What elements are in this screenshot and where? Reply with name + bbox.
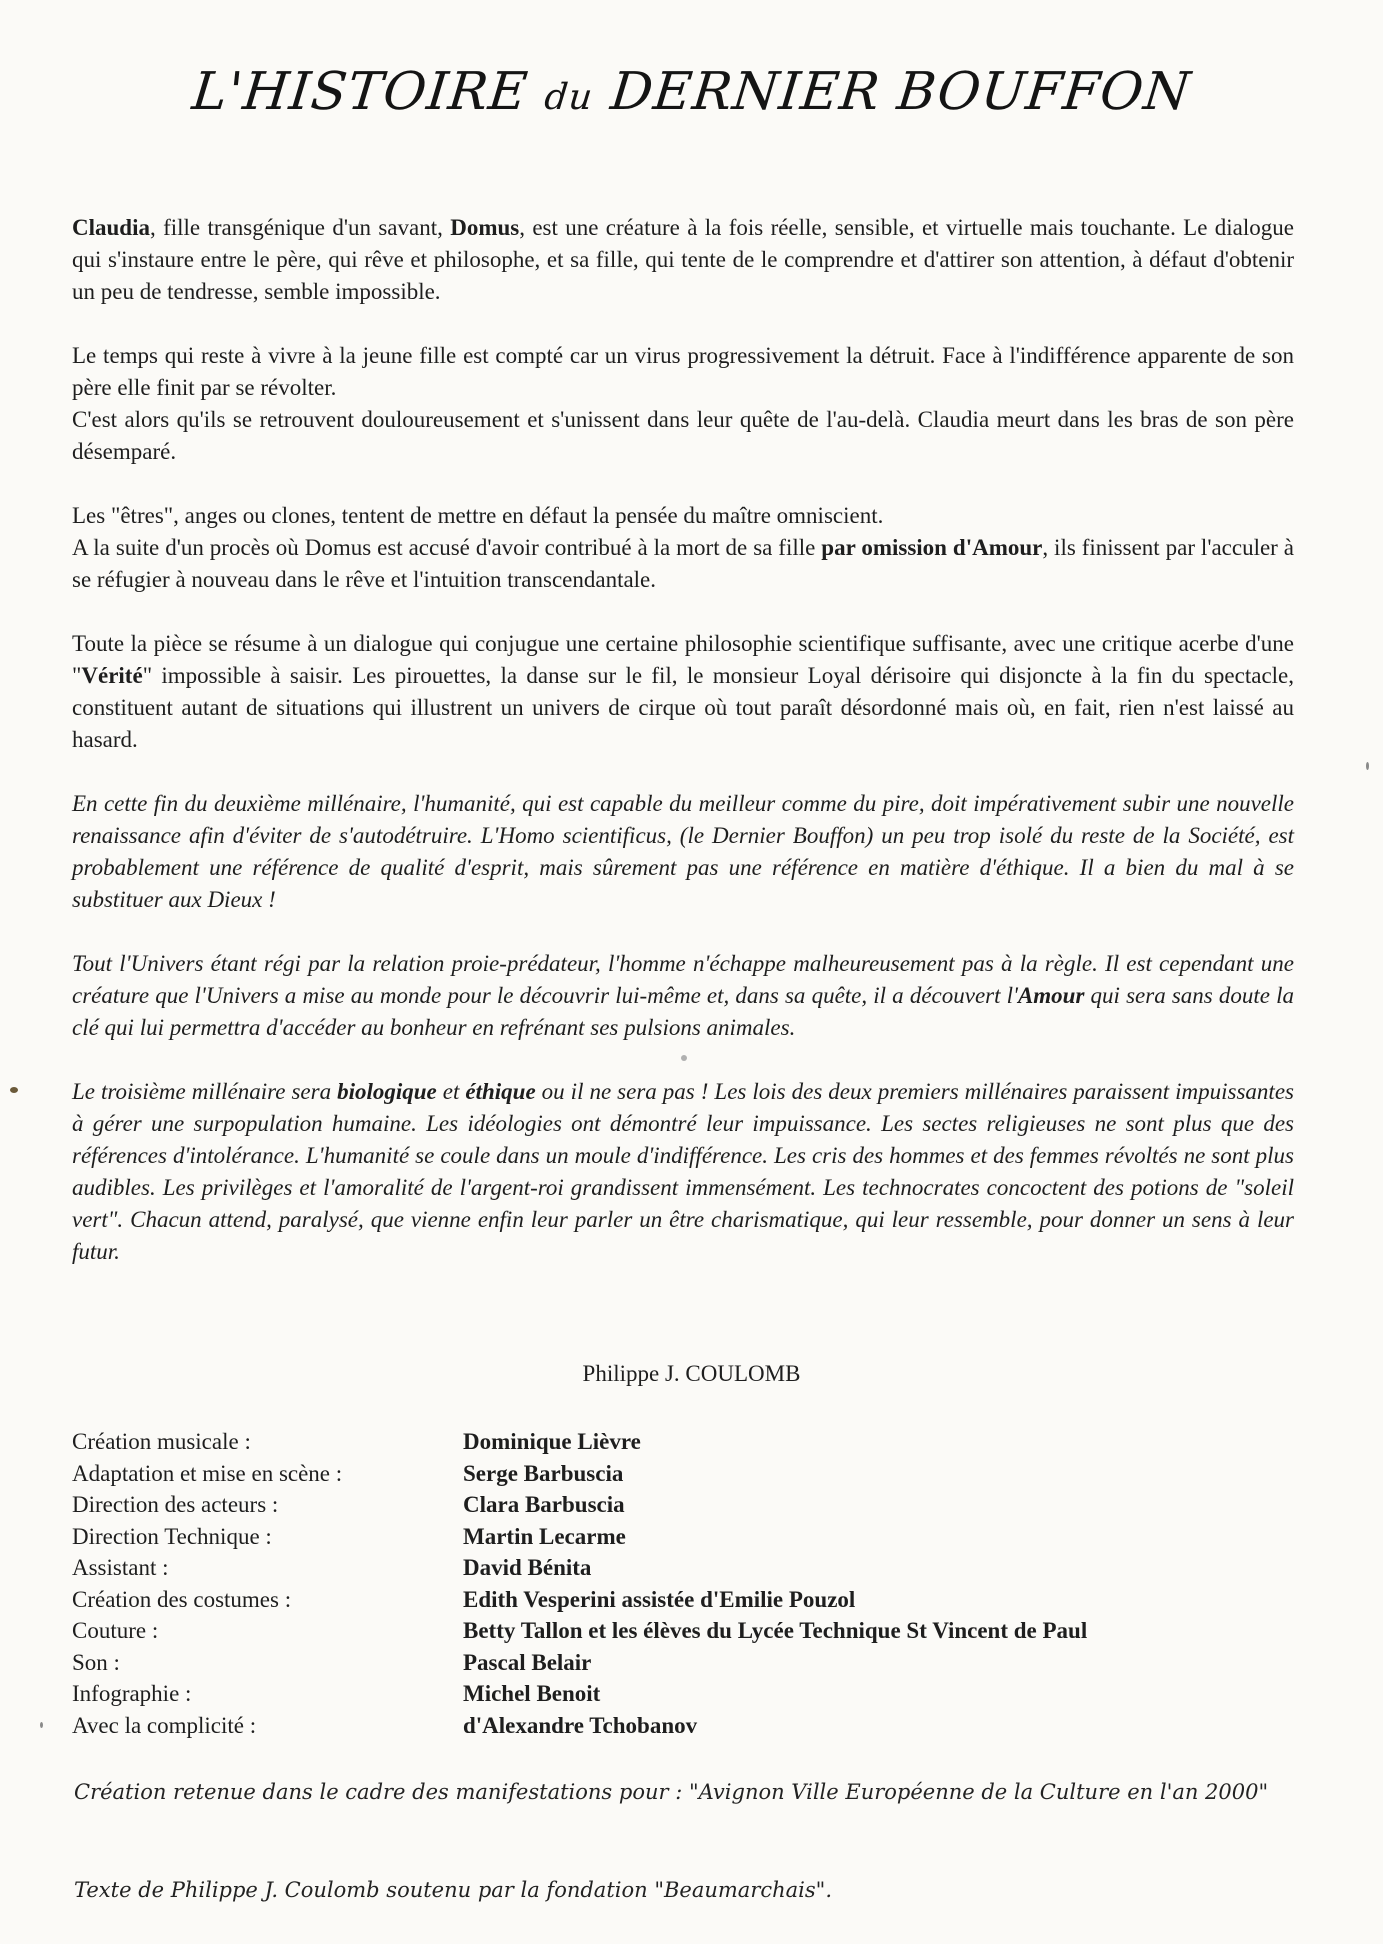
paragraph-text: et <box>436 1079 466 1104</box>
credit-role: Création des costumes : <box>72 1586 292 1612</box>
credit-row <box>72 1552 1302 1584</box>
credit-name: Pascal Belair <box>463 1649 592 1675</box>
paragraph-text: Toute la pièce se résume à un dialogue qui conjugue une certaine philosophie scientifique suffisante, avec une critique acerbe d'une " <box>72 631 1294 688</box>
scan-speck <box>40 1722 43 1728</box>
credit-name: Michel Benoit <box>463 1681 601 1706</box>
credit-row <box>72 1489 1302 1521</box>
credit-row <box>72 1647 1302 1679</box>
paragraph-text: , est une créature à la fois réelle, sensible, et virtuelle mais touchante. Le dialogue qui s'instaure entre le père, qui rêve et philosophe, et sa fille, qui tente de le comprendre et d'attirer son attention, à défaut d'obtenir un peu de tendresse, semble impossible. <box>72 215 1294 304</box>
author-signature: Philippe J. COULOMB <box>582 1361 801 1386</box>
credit-row <box>72 1458 1302 1490</box>
emphasis-text: Amour <box>1017 983 1085 1008</box>
paragraph-text: " impossible à saisir. Les pirouettes, la danse sur le fil, le monsieur Loyal dérisoire qui disjoncte à la fin du spectacle, constituent autant de situations qui illustrent un univers de cirque où tout paraît désordonné mais où, en fait, rien n'est laissé au hasard. <box>72 663 1294 752</box>
emphasis-text: Claudia <box>72 215 150 240</box>
paragraph-text: Le temps qui reste à vivre à la jeune fille est compté car un virus progressivement la détruit. Face à l'indifférence apparente de son père elle finit par se révolter. <box>72 343 1294 400</box>
paragraph-text: Le troisième millénaire sera <box>72 1079 338 1104</box>
credit-name: Edith Vesperini assistée d'Emilie Pouzol <box>463 1586 856 1612</box>
body-paragraph <box>72 1076 1294 1268</box>
credit-role: Infographie : <box>72 1681 192 1706</box>
credit-name: Martin Lecarme <box>463 1523 626 1549</box>
credit-row <box>72 1710 1302 1742</box>
scan-speck <box>1366 762 1369 770</box>
paragraph-text: qui sera sans doute la clé qui lui permettra d'accéder au bonheur en refrénant ses pulsions animales. <box>72 983 1294 1040</box>
credit-role: Direction Technique : <box>72 1523 272 1549</box>
body-paragraph <box>72 948 1294 1044</box>
paragraph-text: , ils finissent par l'acculer à se réfugier à nouveau dans le rêve et l'intuition transcendantale. <box>72 535 1294 592</box>
credit-role: Avec la complicité : <box>72 1712 257 1738</box>
credit-name: Serge Barbuscia <box>463 1460 624 1486</box>
credit-name: Dominique Lièvre <box>463 1429 641 1454</box>
emphasis-text: Domus <box>450 215 520 240</box>
credit-role: Adaptation et mise en scène : <box>72 1460 343 1486</box>
title-rest: DERNIER BOUFFON <box>607 62 1194 122</box>
body-paragraph <box>72 340 1294 468</box>
credit-role: Couture : <box>72 1618 159 1643</box>
sponsor-note: Texte de Philippe J. Coulomb soutenu par la fondation "Beaumarchais". <box>74 1878 832 1902</box>
emphasis-text: biologique <box>337 1079 437 1104</box>
emphasis-text: éthique <box>465 1079 536 1104</box>
credit-row <box>72 1426 1302 1458</box>
credit-role: Création musicale : <box>72 1429 251 1454</box>
title-main: L'HISTOIRE <box>189 62 531 122</box>
credit-name: Betty Tallon et les élèves du Lycée Technique St Vincent de Paul <box>463 1618 1088 1643</box>
credit-name: Clara Barbuscia <box>463 1492 625 1517</box>
synopsis-body <box>72 212 1294 1300</box>
paragraph-text: ou il ne sera pas ! Les lois des deux premiers millénaires paraissent impuissantes à gérer une surpopulation humaine. Les idéologies ont démontré leur impuissance. Les sectes religieuses ne sont plus que des références d'intolérance. L'humanité se coule dans un moule d'indifférence. Les cris des hommes et des femmes révoltés ne sont plus audibles. Les privilèges et l'amoralité de l'argent-roi grandissent immensément. Les technocrates concoctent des potions de "soleil vert". Chacun attend, paralysé, que vienne enfin leur parler un être charismatique, qui leur ressemble, pour donner un sens à leur futur. <box>72 1079 1294 1264</box>
body-paragraph <box>72 788 1294 916</box>
paragraph-text: A la suite d'un procès où Domus est accusé d'avoir contribué à la mort de sa fille <box>72 535 822 560</box>
body-paragraph <box>72 628 1294 756</box>
paragraph-text: En cette fin du deuxième millénaire, l'humanité, qui est capable du meilleur comme du pire, doit impérativement subir une nouvelle renaissance afin d'éviter de s'autodétruire. L'Homo scientificus, (le Dernier Bouffon) un peu trop isolé du reste de la Société, est probablement une référence de qualité d'esprit, mais sûrement pas une référence en matière d'éthique. Il a bien du mal à se substituer aux Dieux ! <box>72 791 1294 912</box>
page-title <box>0 62 1383 122</box>
scan-speck <box>10 1087 18 1093</box>
credit-role: Son : <box>72 1649 120 1675</box>
scan-speck <box>681 1055 687 1061</box>
body-paragraph <box>72 212 1294 308</box>
credit-role: Assistant : <box>72 1555 169 1580</box>
credit-row <box>72 1678 1302 1710</box>
title-joiner: du <box>542 77 596 118</box>
paragraph-text: C'est alors qu'ils se retrouvent douloureusement et s'unissent dans leur quête de l'au-delà. Claudia meurt dans les bras de son père désemparé. <box>72 407 1294 464</box>
credit-role: Direction des acteurs : <box>72 1492 279 1517</box>
paragraph-text: , fille transgénique d'un savant, <box>149 215 451 240</box>
paragraph-text: Tout l'Univers étant régi par la relation proie-prédateur, l'homme n'échappe malheureusement pas à la règle. Il est cependant une créature que l'Univers a mise au monde pour le découvrir lui-même et, dans sa quête, il a découvert l' <box>72 951 1294 1008</box>
paragraph-text: Les "êtres", anges ou clones, tentent de mettre en défaut la pensée du maître omniscient. <box>72 503 884 528</box>
emphasis-text: par omission d'Amour <box>821 535 1043 560</box>
credit-row <box>72 1615 1302 1647</box>
credit-name: David Bénita <box>463 1555 592 1580</box>
emphasis-text: Vérité <box>81 663 143 688</box>
body-paragraph <box>72 500 1294 596</box>
credit-row <box>72 1521 1302 1553</box>
credits-list <box>72 1426 1302 1741</box>
credit-name: d'Alexandre Tchobanov <box>463 1712 698 1738</box>
creation-note: Création retenue dans le cadre des manifestations pour : "Avignon Ville Européenne de la Culture en l'an 2000" <box>74 1780 1269 1804</box>
credit-row <box>72 1584 1302 1616</box>
